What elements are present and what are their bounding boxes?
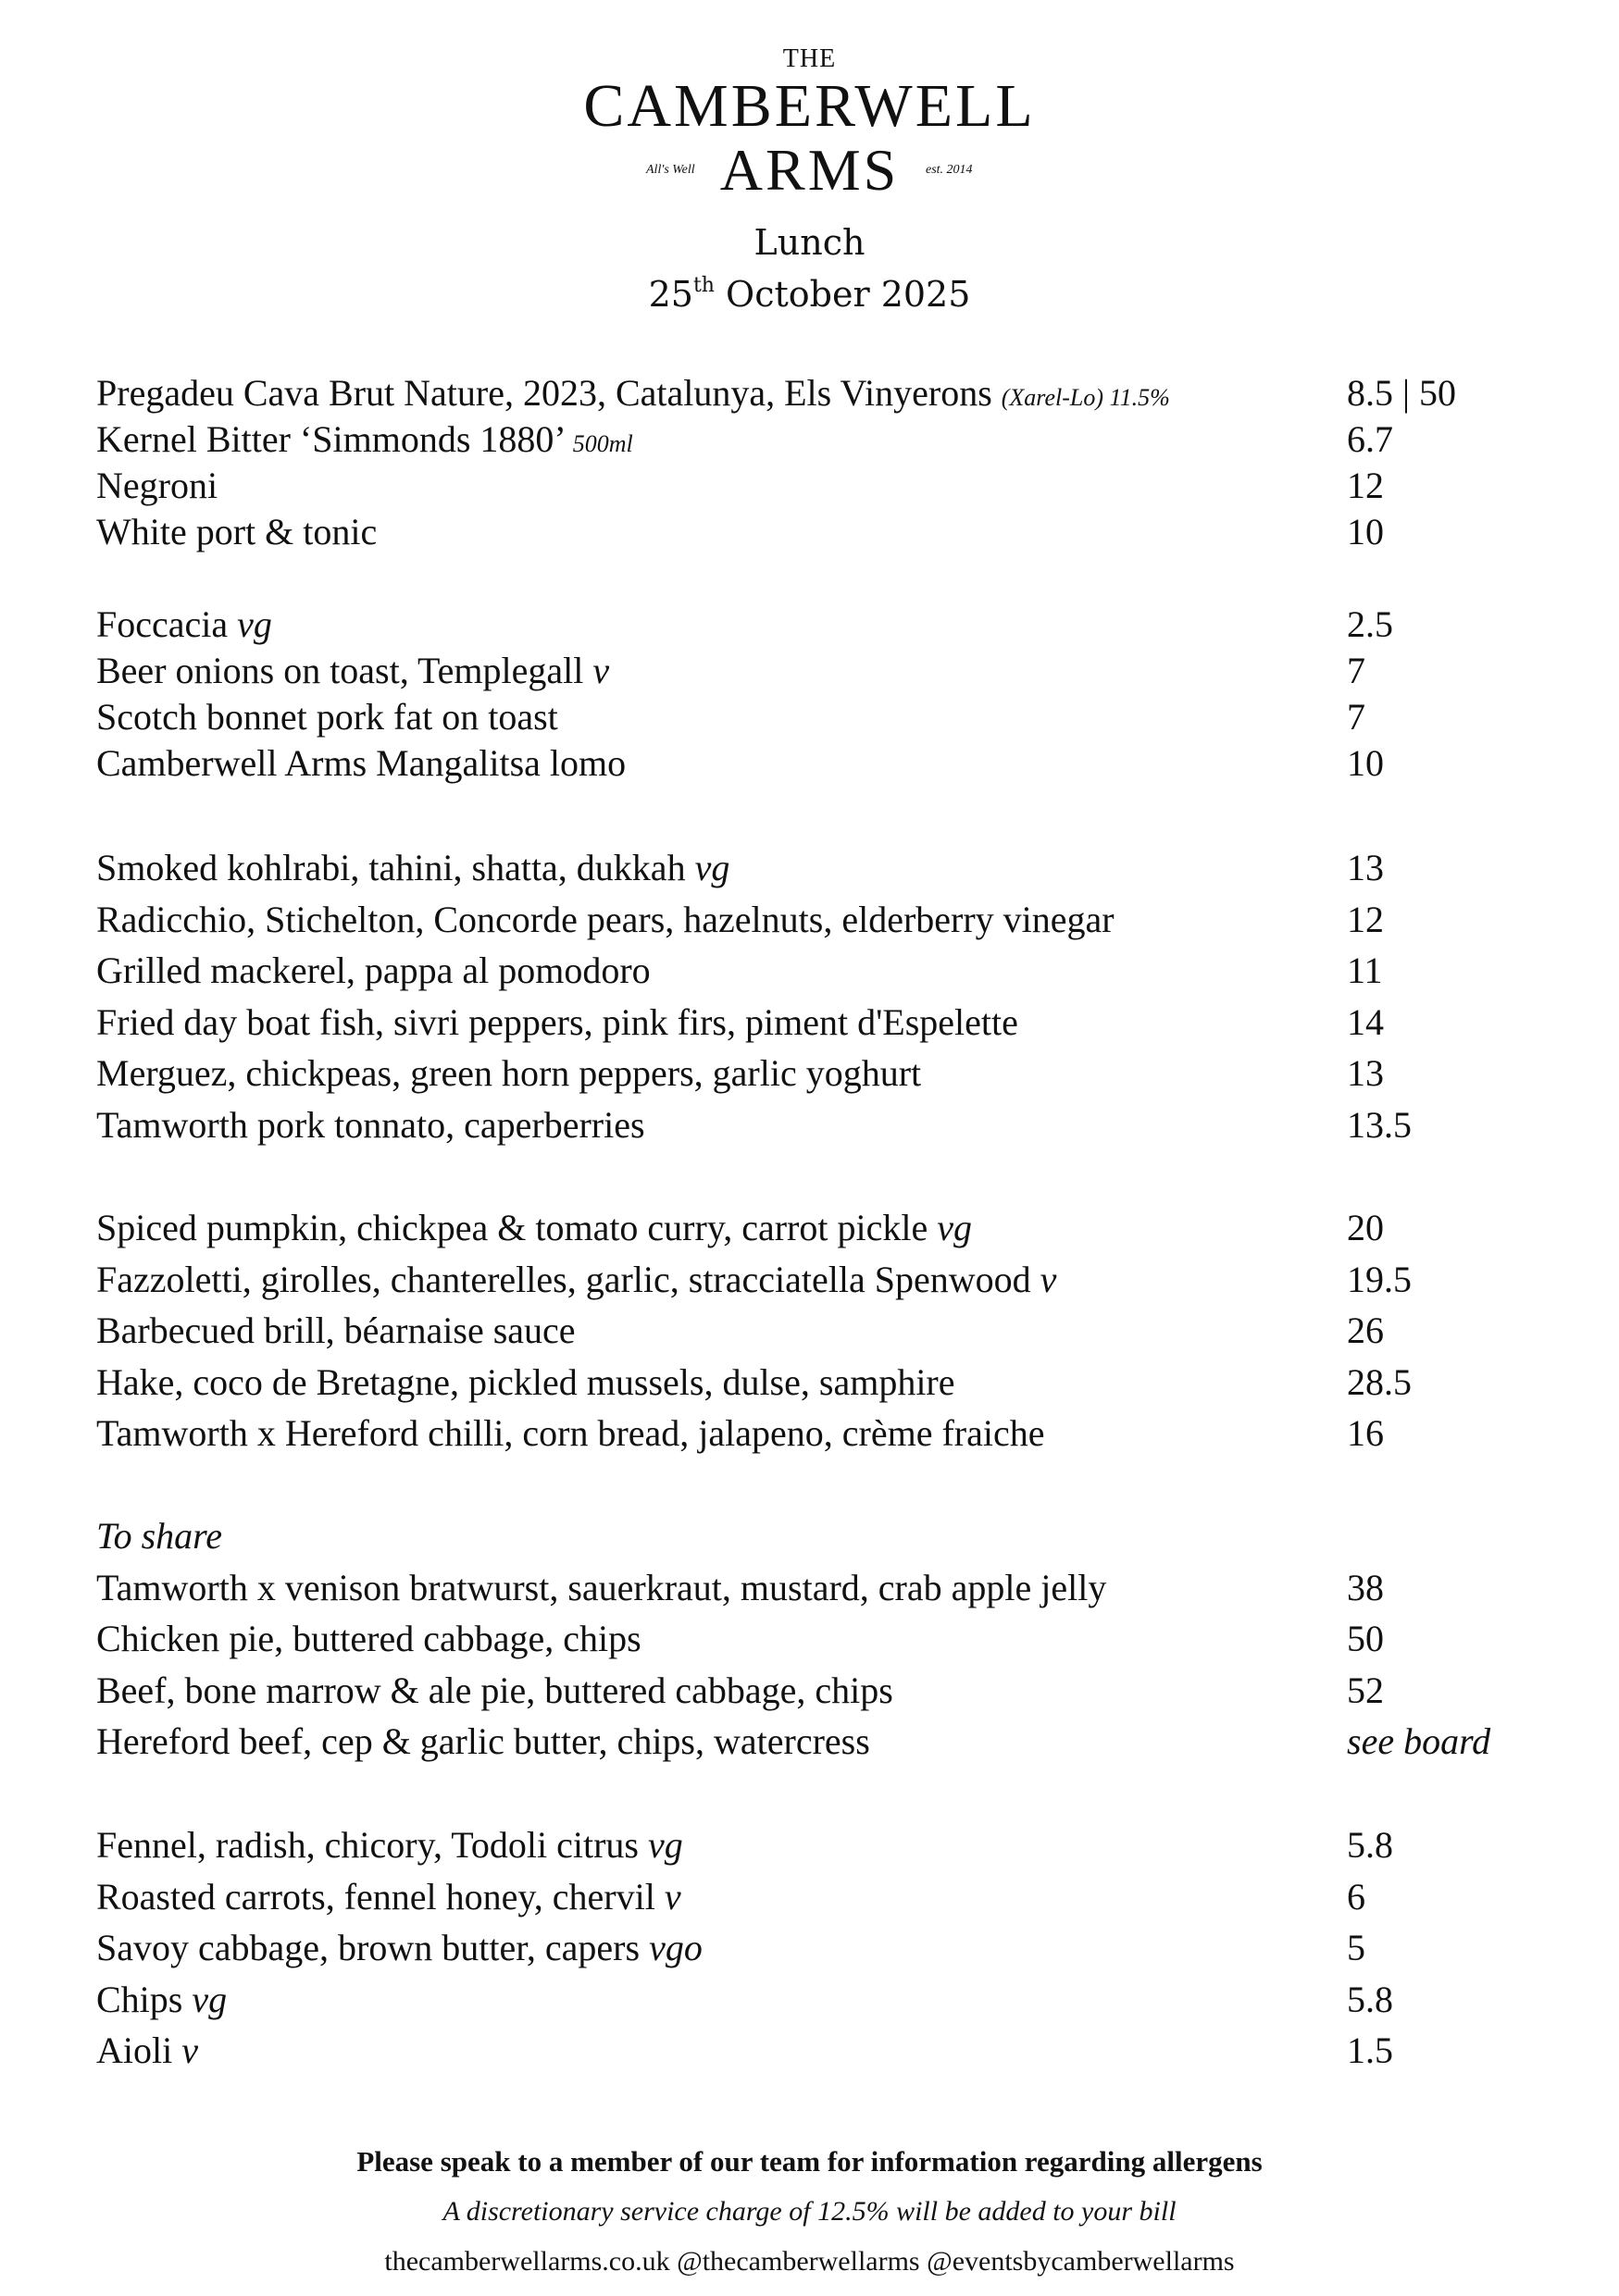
menu-item bbox=[96, 1099, 1577, 1151]
diet-label: v bbox=[664, 1875, 681, 1917]
diet-label: v bbox=[592, 650, 610, 691]
contact-links: thecamberwellarms.co.uk @thecamberwellarms @eventsbycamberwellarms bbox=[384, 2246, 1235, 2277]
menu-item bbox=[96, 1922, 1577, 1974]
diet-label: vg bbox=[937, 1207, 972, 1248]
menu-item bbox=[96, 463, 1577, 509]
menu-item bbox=[96, 842, 1577, 894]
diet-label: vg bbox=[237, 603, 272, 645]
item-name: Beer onions on toast, Templegall bbox=[96, 650, 593, 691]
menu-item bbox=[96, 1305, 1577, 1357]
menu-item bbox=[96, 648, 1577, 694]
item-price: 2.5 bbox=[1347, 603, 1393, 645]
item-name: Radicchio, Stichelton, Concorde pears, hazelnuts, elderberry vinegar bbox=[96, 898, 1115, 940]
section-mains bbox=[96, 1202, 1577, 1459]
menu-item bbox=[96, 1819, 1577, 1871]
menu-item bbox=[96, 997, 1577, 1049]
item-price: 10 bbox=[1347, 742, 1384, 784]
item-price: 50 bbox=[1347, 1618, 1384, 1659]
meal-title: Lunch bbox=[753, 222, 866, 263]
menu-body bbox=[96, 370, 1577, 2071]
menu-item bbox=[96, 894, 1577, 946]
logo-arms: ARMS bbox=[719, 137, 900, 203]
menu-item bbox=[96, 1357, 1577, 1409]
item-price: 7 bbox=[1347, 650, 1365, 691]
diet-label: v bbox=[181, 2029, 198, 2071]
item-price: 28.5 bbox=[1347, 1360, 1412, 1403]
item-price: 12 bbox=[1347, 465, 1384, 506]
diet-label: v bbox=[1040, 1258, 1057, 1300]
menu-item bbox=[96, 2025, 1577, 2077]
logo-arms-row bbox=[0, 137, 1619, 205]
item-name: Fazzoletti, girolles, chanterelles, garlic, stracciatella Spenwood bbox=[96, 1258, 1040, 1300]
item-name: Scotch bonnet pork fat on toast bbox=[96, 696, 558, 738]
item-price: 26 bbox=[1347, 1309, 1384, 1351]
item-name: Beef, bone marrow & ale pie, buttered cabbage, chips bbox=[96, 1669, 893, 1711]
diet-label: vg bbox=[192, 1978, 228, 2020]
menu-item bbox=[96, 1613, 1577, 1665]
menu-item bbox=[96, 509, 1577, 555]
service-charge-notice: A discretionary service charge of 12.5% will be added to your bill bbox=[442, 2196, 1177, 2227]
menu-item bbox=[96, 1665, 1577, 1717]
menu-item bbox=[96, 602, 1577, 648]
item-name: Tamworth pork tonnato, caperberries bbox=[96, 1103, 645, 1146]
item-price: 11 bbox=[1347, 949, 1383, 991]
allergen-notice: Please speak to a member of our team for information regarding allergens bbox=[356, 2145, 1263, 2178]
item-name: White port & tonic bbox=[96, 511, 378, 552]
item-price: 5.8 bbox=[1347, 1978, 1393, 2020]
item-name: Tamworth x Hereford chilli, corn bread, jalapeno, crème fraiche bbox=[96, 1412, 1045, 1454]
section-heading-to-share: To share bbox=[96, 1515, 222, 1557]
section-sides bbox=[96, 1819, 1577, 2077]
date-suffix: th bbox=[692, 274, 715, 297]
section-drinks bbox=[96, 370, 1577, 555]
item-name: Spiced pumpkin, chickpea & tomato curry, carrot pickle bbox=[96, 1207, 938, 1248]
item-name: Kernel Bitter ‘Simmonds 1880’ bbox=[96, 418, 573, 460]
logo-tagline-left: All's Well bbox=[646, 163, 695, 177]
menu-item bbox=[96, 1048, 1577, 1099]
item-name: Fennel, radish, chicory, Todoli citrus bbox=[96, 1824, 648, 1866]
item-note: (Xarel-Lo) 11.5% bbox=[1001, 384, 1170, 411]
menu-item bbox=[96, 740, 1577, 787]
menu-date bbox=[0, 274, 1619, 315]
item-name: Grilled mackerel, pappa al pomodoro bbox=[96, 949, 651, 991]
item-name: Foccacia bbox=[96, 603, 238, 645]
item-name: Roasted carrots, fennel honey, chervil bbox=[96, 1875, 665, 1917]
item-price: 10 bbox=[1347, 511, 1384, 552]
logo-camberwell: CAMBERWELL bbox=[583, 72, 1036, 140]
diet-label: vgo bbox=[649, 1927, 703, 1968]
menu-item bbox=[96, 1254, 1577, 1306]
date-day: 25 bbox=[648, 274, 693, 315]
item-name: Chicken pie, buttered cabbage, chips bbox=[96, 1618, 641, 1659]
item-price: 5 bbox=[1347, 1927, 1365, 1968]
section-small-plates bbox=[96, 842, 1577, 1150]
menu-item bbox=[96, 416, 1577, 463]
date-rest: October 2025 bbox=[714, 274, 971, 315]
item-price: 6.7 bbox=[1347, 418, 1393, 460]
item-name: Smoked kohlrabi, tahini, shatta, dukkah bbox=[96, 847, 695, 888]
item-price: 13 bbox=[1347, 1052, 1384, 1094]
diet-label: vg bbox=[694, 847, 730, 888]
menu-item bbox=[96, 1562, 1577, 1614]
menu-item bbox=[96, 1871, 1577, 1923]
item-name: Camberwell Arms Mangalitsa lomo bbox=[96, 742, 627, 784]
item-price: 7 bbox=[1347, 696, 1365, 738]
item-price: 1.5 bbox=[1347, 2029, 1393, 2071]
menu-item bbox=[96, 694, 1577, 740]
item-price: 6 bbox=[1347, 1875, 1365, 1917]
item-price: 20 bbox=[1347, 1207, 1384, 1248]
item-name: Fried day boat fish, sivri peppers, pink firs, piment d'Espelette bbox=[96, 1000, 1018, 1043]
menu-item bbox=[96, 1202, 1577, 1254]
item-price: 38 bbox=[1347, 1566, 1384, 1608]
item-price: 19.5 bbox=[1347, 1258, 1412, 1300]
item-price: see board bbox=[1347, 1720, 1491, 1762]
item-name: Merguez, chickpeas, green horn peppers, garlic yoghurt bbox=[96, 1052, 922, 1094]
item-price: 16 bbox=[1347, 1412, 1384, 1454]
item-price: 13.5 bbox=[1347, 1103, 1412, 1146]
item-name: Chips bbox=[96, 1978, 193, 2020]
item-name: Pregadeu Cava Brut Nature, 2023, Catalunya, Els Vinyerons bbox=[96, 372, 1002, 414]
item-name: Hake, coco de Bretagne, pickled mussels, dulse, samphire bbox=[96, 1360, 955, 1403]
item-price: 14 bbox=[1347, 1000, 1384, 1043]
item-price: 52 bbox=[1347, 1669, 1384, 1711]
item-price: 8.5 | 50 bbox=[1347, 372, 1457, 414]
diet-label: vg bbox=[647, 1824, 683, 1866]
item-price: 12 bbox=[1347, 898, 1384, 940]
item-name: Negroni bbox=[96, 465, 218, 506]
menu-item bbox=[96, 1716, 1577, 1768]
menu-item bbox=[96, 1408, 1577, 1459]
menu-item bbox=[96, 370, 1577, 416]
item-price: 5.8 bbox=[1347, 1824, 1393, 1866]
item-name: Tamworth x venison bratwurst, sauerkraut, mustard, crab apple jelly bbox=[96, 1566, 1107, 1608]
item-name: Savoy cabbage, brown butter, capers bbox=[96, 1927, 650, 1968]
logo-the: THE bbox=[782, 44, 837, 73]
section-snacks bbox=[96, 602, 1577, 787]
logo-tagline-right: est. 2014 bbox=[926, 163, 973, 177]
item-name: Hereford beef, cep & garlic butter, chips, watercress bbox=[96, 1720, 870, 1762]
menu-item bbox=[96, 945, 1577, 997]
item-note: 500ml bbox=[572, 430, 633, 457]
item-name: Aioli bbox=[96, 2029, 182, 2071]
section-to-share bbox=[96, 1510, 1577, 1768]
item-price: 13 bbox=[1347, 847, 1384, 888]
item-name: Barbecued brill, béarnaise sauce bbox=[96, 1309, 576, 1351]
menu-item bbox=[96, 1974, 1577, 2026]
